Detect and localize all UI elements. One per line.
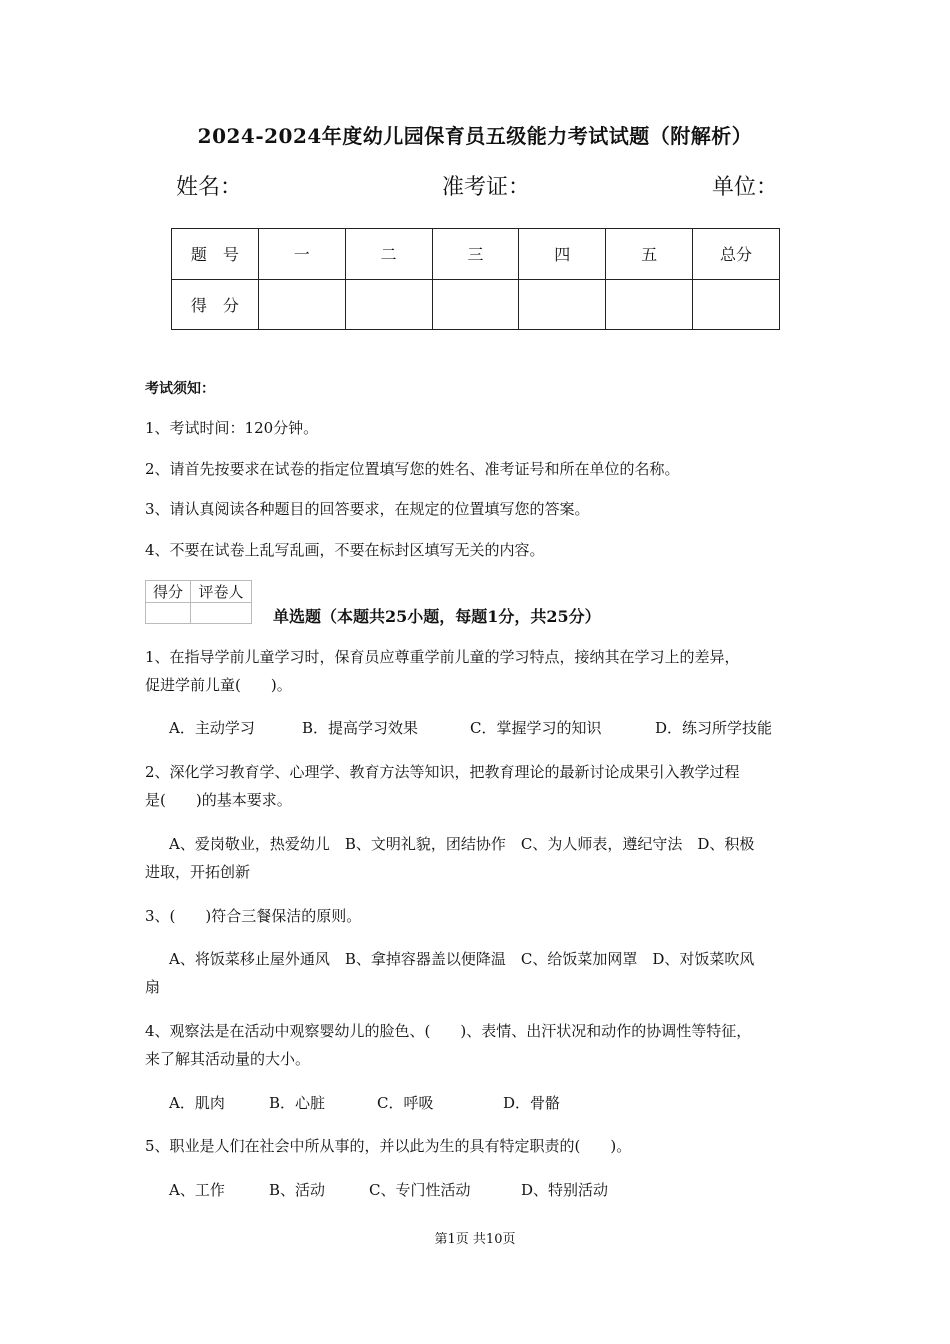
question-stem: 5、职业是人们在社会中所从事的，并以此为生的具有特定职责的( )。 [145, 1137, 632, 1155]
score-cell[interactable] [693, 279, 780, 330]
question-options [169, 1176, 849, 1204]
question-stem: 3、( )符合三餐保洁的原则。 [145, 907, 362, 925]
grader-box [145, 580, 252, 624]
score-table [171, 228, 780, 330]
question-options [169, 714, 849, 742]
score-cell[interactable] [606, 279, 693, 330]
score-cell[interactable] [345, 279, 432, 330]
score-header-cell: 三 [432, 229, 519, 280]
score-header-cell: 总分 [693, 229, 780, 280]
option[interactable]: A．肌肉 [169, 1094, 225, 1112]
question-stem: 是( )的基本要求。 [145, 791, 292, 809]
option[interactable]: D．骨骼 [503, 1094, 561, 1112]
score-table-score-row [172, 279, 780, 330]
grader-score-cell[interactable] [146, 603, 191, 624]
score-header-cell: 二 [345, 229, 432, 280]
score-cell[interactable] [519, 279, 606, 330]
option[interactable]: D、特别活动 [521, 1181, 609, 1199]
score-header-cell: 一 [258, 229, 345, 280]
question-stem: 4、观察法是在活动中观察婴幼儿的脸色、( )、表情、出汗状况和动作的协调性等特征， [145, 1022, 752, 1040]
question-stem: 促进学前儿童( )。 [145, 676, 292, 694]
question-options: 扇 [145, 978, 161, 996]
grader-score-label: 得分 [146, 581, 191, 603]
grader-name-cell[interactable] [191, 603, 252, 624]
unit-label: 单位： [712, 175, 779, 200]
score-cell[interactable] [432, 279, 519, 330]
name-label: 姓名： [176, 175, 243, 200]
score-table-header-row [172, 229, 780, 280]
option[interactable]: D．练习所学技能 [655, 719, 773, 737]
option[interactable]: B．心脏 [269, 1094, 326, 1112]
score-cell[interactable] [258, 279, 345, 330]
question-stem: 1、在指导学前儿童学习时，保育员应尊重学前儿童的学习特点，接纳其在学习上的差异， [145, 648, 740, 666]
notice-item: 4、不要在试卷上乱写乱画，不要在标封区填写无关的内容。 [145, 541, 545, 559]
notice-item: 3、请认真阅读各种题目的回答要求，在规定的位置填写您的答案。 [145, 500, 590, 518]
score-header-cell: 五 [606, 229, 693, 280]
notice-item: 2、请首先按要求在试卷的指定位置填写您的姓名、准考证号和所在单位的名称。 [145, 460, 680, 478]
question-options [169, 1089, 849, 1117]
score-row-label: 得 分 [172, 279, 259, 330]
option[interactable]: C．呼吸 [377, 1094, 434, 1112]
section-title: 单选题（本题共25小题，每题1分，共25分） [273, 607, 601, 626]
question-options: A、爱岗敬业，热爱幼儿 B、文明礼貌，团结协作 C、为人师表，遵纪守法 D、积极 [169, 835, 755, 853]
option[interactable]: A．主动学习 [169, 719, 255, 737]
question-stem: 2、深化学习教育学、心理学、教育方法等知识，把教育理论的最新讨论成果引入教学过程 [145, 763, 740, 781]
option[interactable]: B．提高学习效果 [302, 719, 419, 737]
score-header-cell: 题 号 [172, 229, 259, 280]
grader-name-label: 评卷人 [191, 581, 252, 603]
exam-number-label: 准考证： [442, 175, 531, 200]
notice-heading: 考试须知： [145, 381, 215, 397]
score-header-cell: 四 [519, 229, 606, 280]
question-options: 进取，开拓创新 [145, 863, 251, 881]
question-options: A、将饭菜移止屋外通风 B、拿掉容器盖以便降温 C、给饭菜加网罩 D、对饭菜吹风 [169, 950, 755, 968]
option[interactable]: B、活动 [269, 1181, 326, 1199]
notice-item: 1、考试时间：120分钟。 [145, 419, 319, 437]
option[interactable]: C．掌握学习的知识 [470, 719, 602, 737]
option[interactable]: A、工作 [169, 1181, 225, 1199]
page-footer: 第1页 共10页 [434, 1232, 516, 1247]
question-stem: 来了解其活动量的大小。 [145, 1050, 311, 1068]
page-title: 2024-2024年度幼儿园保育员五级能力考试试题（附解析） [197, 124, 753, 148]
option[interactable]: C、专门性活动 [369, 1181, 471, 1199]
